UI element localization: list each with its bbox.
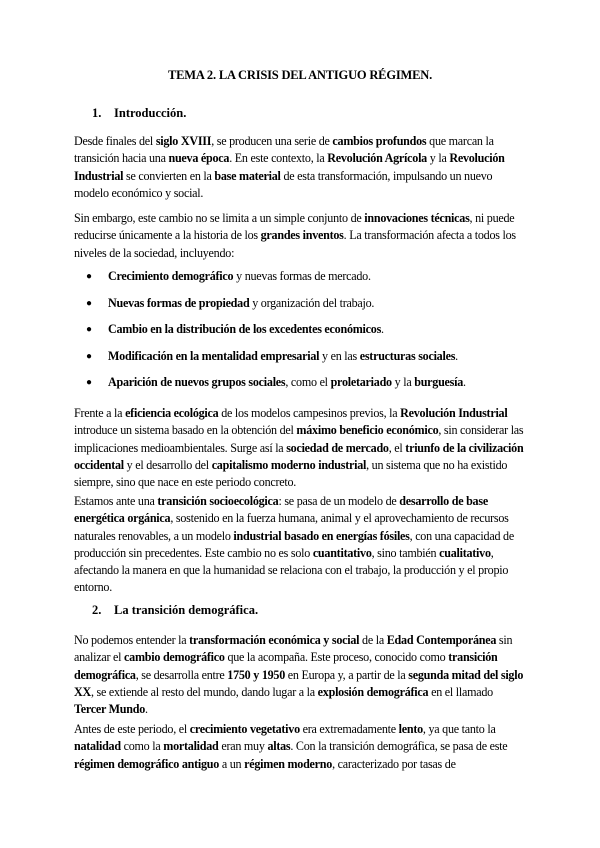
- text-run: .: [381, 322, 384, 336]
- paragraph: [74, 133, 526, 202]
- text-run: . La transformación afecta a todos los niveles de la sociedad, incluyendo:: [74, 228, 516, 260]
- document-title: TEMA 2. LA CRISIS DEL ANTIGUO RÉGIMEN.: [168, 68, 432, 82]
- bold-text: cualitativo: [439, 545, 491, 560]
- bold-text: crecimiento vegetativo: [189, 722, 300, 736]
- text-run: y la: [391, 375, 415, 389]
- bullet-list: [74, 268, 466, 401]
- bold-text: proletariado: [330, 375, 392, 389]
- text-run: Sin embargo, este cambio no se limita a un simple conjunto de: [74, 211, 365, 225]
- bold-text: eficiencia ecológica: [125, 406, 219, 420]
- bold-text: Cambio en la distribución de los excedentes económicos: [108, 322, 382, 336]
- bold-text: mortalidad: [163, 739, 219, 754]
- text-run: y en las: [319, 348, 360, 363]
- text-run: . Con la transición demográfica, se pasa de este: [290, 739, 508, 754]
- text-run: , como el: [285, 375, 331, 389]
- text-run: de esta transformación, impulsando un nuevo modelo económico y social.: [74, 168, 493, 200]
- bold-text: Tercer Mundo: [74, 702, 146, 717]
- bold-text: cambios profundos: [332, 134, 427, 148]
- bullet-item: [74, 374, 466, 401]
- bold-text: lento: [398, 722, 423, 736]
- text-run: , sin considerar las implicaciones medioambientales. Surge así la: [74, 423, 524, 455]
- bold-text: Revolución Agrícola: [327, 151, 427, 166]
- text-run: .: [463, 375, 466, 389]
- section-heading-introduccion: [92, 106, 186, 121]
- text-run: , se producen una serie de: [211, 134, 333, 148]
- bullet-text: [108, 322, 384, 336]
- text-run: de los modelos campesinos previos, la: [218, 406, 401, 420]
- text-run: a un: [219, 756, 245, 771]
- bold-text: régimen moderno: [244, 756, 333, 771]
- bold-text: Revolución Industrial: [400, 406, 508, 420]
- section-title: Introducción.: [114, 106, 187, 120]
- bold-text: Crecimiento demográfico: [108, 269, 234, 283]
- text-run: de la: [359, 633, 387, 647]
- bold-text: Modificación en la mentalidad empresarial: [108, 348, 320, 363]
- text-run: , ya que tanto la: [422, 722, 496, 736]
- bold-text: cuantitativo: [312, 545, 372, 560]
- bold-text: grandes inventos: [260, 228, 344, 243]
- text-run: y la: [426, 151, 450, 166]
- bold-text: sociedad de mercado: [286, 440, 389, 455]
- text-run: , afectando la manera en que la humanidad se relaciona con el trabajo, la producción y el propio entorno.: [74, 545, 509, 595]
- bold-text: cambio demográfico: [124, 650, 225, 665]
- bullet-item: [74, 348, 466, 375]
- text-run: en Europa y, a partir de la: [285, 667, 409, 682]
- text-run: Frente a la: [74, 406, 126, 420]
- bold-text: transición socioecológica: [157, 494, 279, 508]
- text-run: era extremadamente: [299, 722, 399, 736]
- bullet-text: [108, 296, 374, 310]
- text-run: , se desarrolla entre: [135, 667, 228, 682]
- bold-text: triunfo de la civilización occidental: [74, 440, 524, 472]
- bold-text: nueva época: [168, 151, 230, 166]
- bold-text: burguesía: [414, 375, 464, 389]
- bold-text: máximo beneficio económico: [296, 423, 439, 438]
- bold-text: base material: [214, 168, 281, 183]
- text-run: en el llamado: [428, 684, 493, 699]
- bold-text: Nuevas formas de propiedad: [108, 295, 250, 310]
- paragraph: [74, 632, 526, 718]
- section-number: 2.: [92, 603, 102, 617]
- text-run: introduce un sistema basado en la obtención del: [74, 423, 297, 438]
- section-heading-transicion-demografica: [92, 603, 258, 618]
- text-run: Desde finales del: [74, 134, 156, 148]
- bold-text: capitalismo moderno industrial: [211, 457, 367, 472]
- bullet-text: [108, 375, 466, 389]
- bullet-icon: ●: [86, 377, 92, 388]
- text-run: que marcan la transición hacia una: [74, 134, 494, 166]
- text-run: .: [455, 348, 458, 363]
- section-title: La transición demográfica.: [114, 603, 259, 617]
- text-run: y el desarrollo del: [123, 457, 212, 472]
- text-run: se convierten en la: [123, 168, 215, 183]
- bold-text: siglo XVIII: [155, 134, 212, 148]
- bullet-text: [108, 269, 371, 283]
- bold-text: industrial basado en energías fósiles: [233, 528, 410, 543]
- bold-text: segunda mitad del siglo XX: [74, 667, 524, 699]
- text-run: y organización del trabajo.: [249, 295, 375, 310]
- text-run: , sostenido en la fuerza humana, animal y el aprovechamiento de recursos naturales renovables, a un modelo: [74, 511, 509, 543]
- text-run: : se pasa de un modelo de: [278, 494, 400, 508]
- bold-text: explosión demográfica: [317, 684, 429, 699]
- bullet-item: [74, 321, 466, 348]
- text-run: como la: [120, 739, 164, 754]
- bold-text: innovaciones técnicas: [364, 211, 470, 225]
- text-run: , con una capacidad de producción sin precedentes. Este cambio no es solo: [74, 528, 514, 560]
- bold-text: natalidad: [74, 739, 121, 754]
- bold-text: Aparición de nuevos grupos sociales: [108, 375, 286, 389]
- bullet-icon: ●: [86, 297, 92, 309]
- text-run: , caracterizado por tasas de: [332, 756, 456, 771]
- text-run: que la acompaña. Este proceso, conocido como: [224, 650, 449, 665]
- paragraph: [74, 210, 526, 262]
- bold-text: transición demográfica: [74, 650, 498, 682]
- bold-text: régimen demográfico antiguo: [74, 756, 220, 771]
- bold-text: Edad Contemporánea: [386, 633, 497, 647]
- paragraph: [74, 721, 526, 773]
- text-run: . En este contexto, la: [229, 151, 328, 166]
- paragraph: [74, 493, 526, 597]
- text-run: eran muy: [218, 739, 268, 754]
- bold-text: desarrollo de base energética orgánica: [74, 494, 488, 526]
- text-run: No podemos entender la: [74, 633, 190, 647]
- text-run: , un sistema que no ha existido siempre, sino que nace en este periodo concreto.: [74, 457, 508, 490]
- text-run: , el: [388, 440, 406, 455]
- bullet-icon: ●: [86, 271, 92, 282]
- bullet-item: [74, 295, 466, 322]
- bullet-icon: ●: [86, 324, 92, 335]
- bold-text: estructuras sociales: [359, 348, 456, 363]
- bold-text: 1750 y 1950: [227, 667, 285, 682]
- text-run: , ni puede reducirse únicamente a la historia de los: [74, 211, 515, 243]
- bullet-item: [74, 268, 466, 295]
- text-run: Antes de este periodo, el: [74, 722, 190, 736]
- section-number: 1.: [92, 106, 102, 120]
- text-run: , se extiende al resto del mundo, dando lugar a la: [90, 684, 318, 699]
- text-run: sin analizar el: [74, 633, 513, 665]
- bold-text: Revolución Industrial: [74, 151, 505, 183]
- paragraph: [74, 405, 526, 491]
- text-run: .: [145, 702, 148, 717]
- text-run: , sino también: [371, 545, 440, 560]
- bold-text: altas: [267, 739, 291, 754]
- text-run: Estamos ante una: [74, 494, 158, 508]
- bullet-text: [108, 349, 458, 363]
- bold-text: transformación económica y social: [189, 633, 360, 647]
- text-run: y nuevas formas de mercado.: [233, 269, 371, 283]
- bullet-icon: ●: [86, 350, 92, 362]
